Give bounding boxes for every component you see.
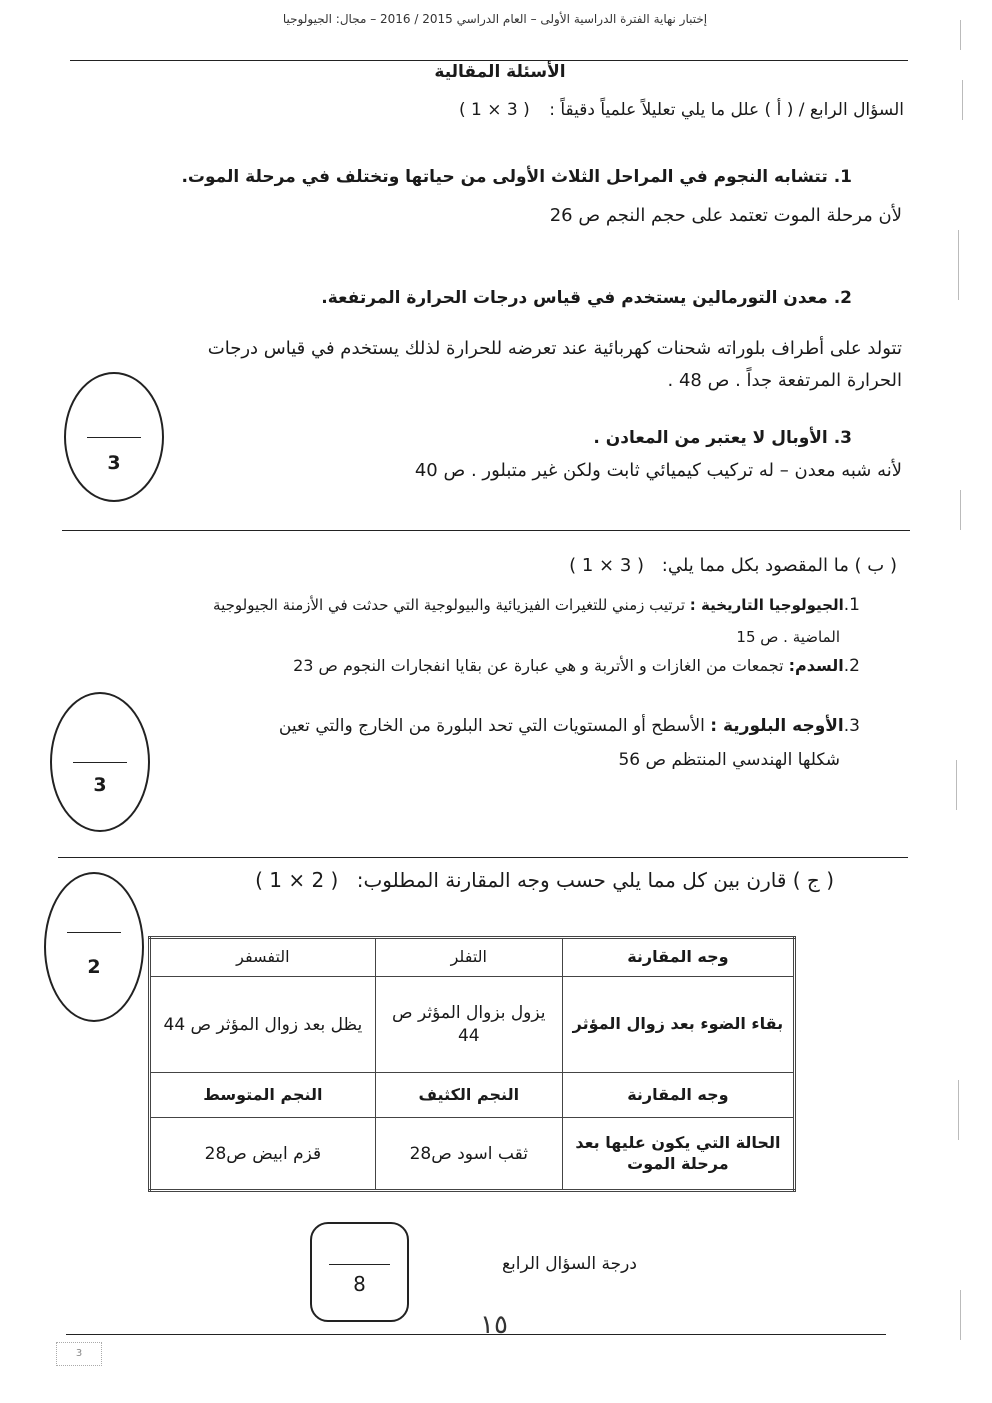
part-b-title [569,555,897,576]
table-cell: بقاء الضوء بعد زوال المؤثر [562,977,794,1072]
part-b-title-text: ( ب ) ما المقصود بكل مما يلي: [661,555,897,576]
table-cell: وجه المقارنة [562,938,794,977]
comparison-table [148,936,796,1192]
part-a-a1: لأن مرحلة الموت تعتمد على حجم النجم ص 26 [549,205,902,226]
q1-text: تتشابه النجوم في المراحل الثلاث الأولى من حياتها وتختلف في مرحلة الموت. [181,167,828,187]
part-b-score: 3 [93,774,107,796]
q2-text: معدن التورمالين يستخدم في قياس درجات الحرارة المرتفعة. [321,288,828,308]
table-row [150,977,795,1072]
part-b-item1 [213,595,860,615]
b1-num: 1. [843,595,860,615]
total-score-box [310,1222,409,1322]
table-cell: التفسفر [150,938,376,977]
part-a-q3 [593,428,852,448]
part-a-score: 3 [107,452,121,474]
table-cell: التفلر [375,938,562,977]
part-a-title-text: السؤال الرابع / ( أ ) علل ما يلي تعليلاً علمياً دقيقاً : [549,100,904,120]
part-c-marks: ( 2 × 1 ) [255,868,339,892]
part-a-q1 [181,167,852,187]
scan-mark [958,230,959,300]
part-a-q2 [321,288,852,308]
table-row [150,1072,795,1118]
section-title: الأسئلة المقالية [434,62,566,82]
q2-num: 2. [833,288,852,308]
scan-mark [960,20,961,50]
footer-divider [66,1334,886,1335]
part-c-score-oval [44,872,144,1022]
q3-text: الأوبال لا يعتبر من المعادن . [593,428,828,448]
b1-term: الجيولوجيا التاريخية : [689,596,844,614]
q3-num: 3. [833,428,852,448]
part-a-a2-line2: الحرارة المرتفعة جداً . ص 48 . [667,370,902,391]
part-b-item3 [279,716,860,736]
part-c-title [255,868,834,892]
b3-term: الأوجه البلورية : [710,716,844,736]
table-cell: يظل بعد زوال المؤثر ص 44 [150,977,376,1072]
table-cell: وجه المقارنة [562,1072,794,1118]
table-cell: الحالة التي يكون عليها بعد مرحلة الموت [562,1118,794,1191]
score-line [329,1264,390,1265]
part-a-a2-line1: تتولد على أطراف بلوراته شحنات كهربائية عند تعرضه للحرارة لذلك يستخدم في قياس درجات [207,338,902,359]
table-cell: يزول بزوال المؤثر ص 44 [375,977,562,1072]
divider-b-c [58,857,908,858]
table-cell: النجم المتوسط [150,1072,376,1118]
b3-num: 3. [843,716,860,736]
exam-header: إختبار نهاية الفترة الدراسية الأولى – العام الدراسي 2015 / 2016 – مجال: الجيولوجيا [282,12,708,26]
b1-def-line2: الماضية . ص 15 [736,628,840,646]
header-divider [70,60,908,61]
scan-mark [958,1080,959,1140]
total-label: درجة السؤال الرابع [502,1254,637,1274]
part-a-score-oval [64,372,164,502]
part-a-title [459,100,904,120]
total-score: 8 [353,1272,366,1296]
b2-term: السدم: [788,656,844,675]
b2-def: تجمعات من الغازات و الأتربة و هي عبارة عن بقايا انفجارات النجوم ص 23 [293,656,784,675]
scan-mark [960,490,961,530]
part-b-item2 [293,656,860,676]
b3-def-line2: شكلها الهندسي المنتظم ص 56 [618,750,840,770]
page-stamp: 3 [56,1342,102,1366]
b2-num: 2. [843,656,860,676]
score-line [87,437,141,438]
table-cell: ثقب اسود ص28 [375,1118,562,1191]
table-cell: قزم ابيض ص28 [150,1118,376,1191]
part-b-marks: ( 3 × 1 ) [569,555,645,576]
b3-def-line1: الأسطح أو المستويات التي تحد البلورة من الخارج والتي تعين [278,716,705,736]
q1-num: 1. [833,167,852,187]
divider-a-b [62,530,910,531]
part-b-score-oval [50,692,150,832]
part-a-a3: لأنه شبه معدن – له تركيب كيميائي ثابت ولكن غير متبلور . ص 40 [414,460,902,481]
scan-mark [956,760,957,810]
table-row [150,1118,795,1191]
b1-def-line1: ترتيب زمني للتغيرات الفيزيائية والبيولوجية التي حدثت في الأزمنة الجيولوجية [213,596,685,614]
scan-mark [960,1290,961,1340]
part-c-title-text: ( ج ) قارن بين كل مما يلي حسب وجه المقارنة المطلوب: [356,868,834,892]
score-line [67,932,121,933]
table-row [150,938,795,977]
table-cell: النجم الكثيف [375,1072,562,1118]
score-line [73,762,127,763]
handwritten-mark: ١٥ [480,1310,508,1340]
scan-mark [962,80,963,120]
part-c-score: 2 [87,956,101,978]
part-a-marks: ( 3 × 1 ) [458,100,530,120]
